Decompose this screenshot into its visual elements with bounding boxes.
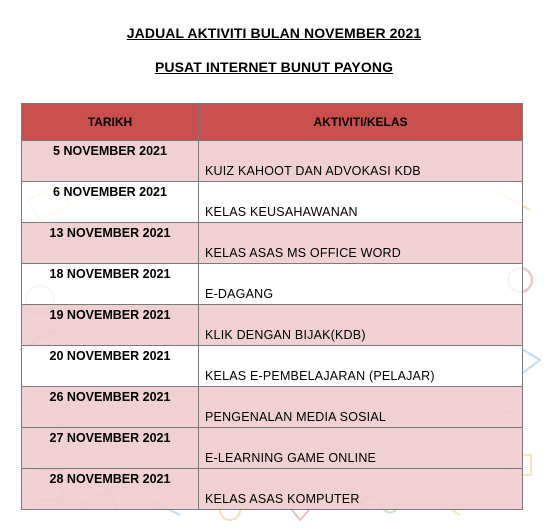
activity-schedule-table xyxy=(21,103,523,510)
row-date: 18 NOVEMBER 2021 xyxy=(22,264,199,305)
row-activity: PENGENALAN MEDIA SOSIAL xyxy=(199,387,523,428)
row-activity: E-DAGANG xyxy=(199,264,523,305)
row-date: 5 NOVEMBER 2021 xyxy=(22,141,199,182)
table-row xyxy=(22,264,523,305)
table-row xyxy=(22,469,523,510)
row-date: 28 NOVEMBER 2021 xyxy=(22,469,199,510)
row-date: 26 NOVEMBER 2021 xyxy=(22,387,199,428)
row-activity: KELAS ASAS MS OFFICE WORD xyxy=(199,223,523,264)
table-row xyxy=(22,223,523,264)
table-row xyxy=(22,182,523,223)
row-activity: KELAS KEUSAHAWANAN xyxy=(199,182,523,223)
row-date: 13 NOVEMBER 2021 xyxy=(22,223,199,264)
row-date: 6 NOVEMBER 2021 xyxy=(22,182,199,223)
row-date: 19 NOVEMBER 2021 xyxy=(22,305,199,346)
column-header-activity: AKTIVITI/KELAS xyxy=(199,104,523,141)
table-row xyxy=(22,346,523,387)
row-activity: KUIZ KAHOOT DAN ADVOKASI KDB xyxy=(199,141,523,182)
table-header-row xyxy=(22,104,523,141)
row-activity: E-LEARNING GAME ONLINE xyxy=(199,428,523,469)
table-row xyxy=(22,428,523,469)
row-activity: KELAS ASAS KOMPUTER xyxy=(199,469,523,510)
page-title: JADUAL AKTIVITI BULAN NOVEMBER 2021 xyxy=(126,25,422,41)
page-subtitle: PUSAT INTERNET BUNUT PAYONG xyxy=(154,59,394,75)
column-header-date: TARIKH xyxy=(22,104,199,141)
row-date: 27 NOVEMBER 2021 xyxy=(22,428,199,469)
table-row xyxy=(22,387,523,428)
row-activity: KELAS E-PEMBELAJARAN (PELAJAR) xyxy=(199,346,523,387)
table-row xyxy=(22,305,523,346)
table-row xyxy=(22,141,523,182)
row-date: 20 NOVEMBER 2021 xyxy=(22,346,199,387)
row-activity: KLIK DENGAN BIJAK(KDB) xyxy=(199,305,523,346)
